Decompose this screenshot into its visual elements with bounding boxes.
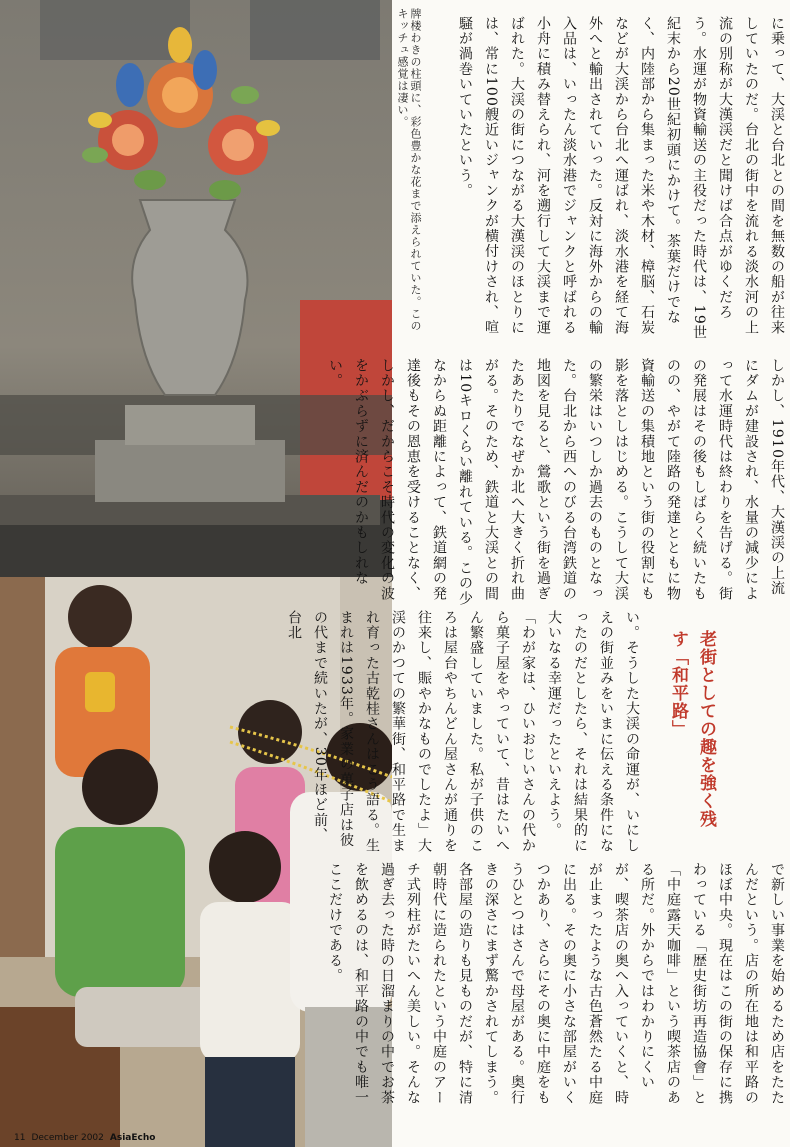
section-heading: 老街としての趣を強く残す「和平路」 bbox=[668, 630, 716, 828]
magazine-brand: AsiaEcho bbox=[109, 1133, 156, 1143]
article-column-1: に乗って、大渓と台北との間を無数の船が往来していたのだ。台北の街中を流れる淡水河の上流の別称が大漢渓だと聞けば合点がゆくだろう。水運が物資輸送の主役だった時代は、19世紀末から20世紀初頭にかけて。茶葉だけでなく、内陸部から集まった米や木材、樟脳、石炭などが大渓から台北へ運ばれ、淡水港を経て海外へと輸出されていった。反対に海外からの輸入品は、いったん淡水港でジャンクと呼ばれる小舟に積み替えられ、河を遡行して大渓まで運ばれた。大渓の街につながる大漢渓のほとりには、常に100艘近いジャンクが横付けされ、喧騒が渦巻いていたという。 bbox=[457, 16, 785, 341]
article-column-2: しかし、1910年代、大漢渓の上流にダムが建設され、水量の減少によって水運時代は終わりを告げる。街の発展はその後もしばらく続いたものの、やがて陸路の発達とともに物資輸送の集積地という街の役割にも影を落としはじめる。こうして大渓の繁栄はいつしか過去のものとなった。台北から西へのびる台湾鉄道の地図を見ると、鶯歌という街を過ぎたあたりでなぜか北へ大きく折れ曲がる。そのため、鉄道と大渓との間は10キロくらい離れている。この少なからぬ距離によって、鉄道網の発達後もその恩恵を受けることなく、しかし、だからこそ時代の変化の波をかぶらずに済んだのかもしれない。 bbox=[327, 358, 785, 607]
photo-caption: 牌楼わきの柱頭に、彩色豊かな花まで添えられていた。このキッチュ感覚は凄い。 bbox=[396, 8, 422, 332]
article-column-3: い。そうした大渓の命運が、いにしえの街並みをいまに伝える条件になったのだとしたら、それは結果的に大いなる幸運だったといえよう。「わが家は、ひいおじいさんの代から菓子屋をやっていて、昔はたいへん繁盛していました。私が子供のころは屋台やちんどん屋さんが通りを往来し、賑やかなものでしたよ」大渓のかつての繁華街、和平路で生まれ育った古乾桂さんはこう語る。生まれは1933年。家業の菓子店は彼の代まで続いたが、30年ほど前、台北 bbox=[286, 610, 640, 854]
page-footer bbox=[14, 1131, 155, 1145]
page-number: 11 bbox=[14, 1133, 26, 1143]
article-column-4: で新しい事業を始めるため店をたたんだという。店の所在地は和平路のほぼ中央。現在はこの街の保存に携わっている「歴史街坊再造協會」と「中庭露天咖啡」という喫茶店のある所だ。外からではわかりにくいが、喫茶店の奥へ入っていくと、時が止まったような古色蒼然たる中庭に出る。その奥に小さな部屋がいくつかあり、さらにその奥に中庭をもうひとつはさんで母屋がある。奥行きの深さにまず驚かされてしまう。各部屋の造りも見ものだが、特に清朝時代に造られたという中庭のアーチ式列柱がたいへん美しい。そんな過ぎ去った時の日溜まりの中でお茶を飲めるのは、和平路の中でも唯一ここだけである。 bbox=[327, 862, 785, 1106]
vase-illustration bbox=[0, 0, 392, 577]
photo-vase-flowers bbox=[0, 0, 392, 577]
issue-date: December 2002 bbox=[31, 1133, 104, 1143]
